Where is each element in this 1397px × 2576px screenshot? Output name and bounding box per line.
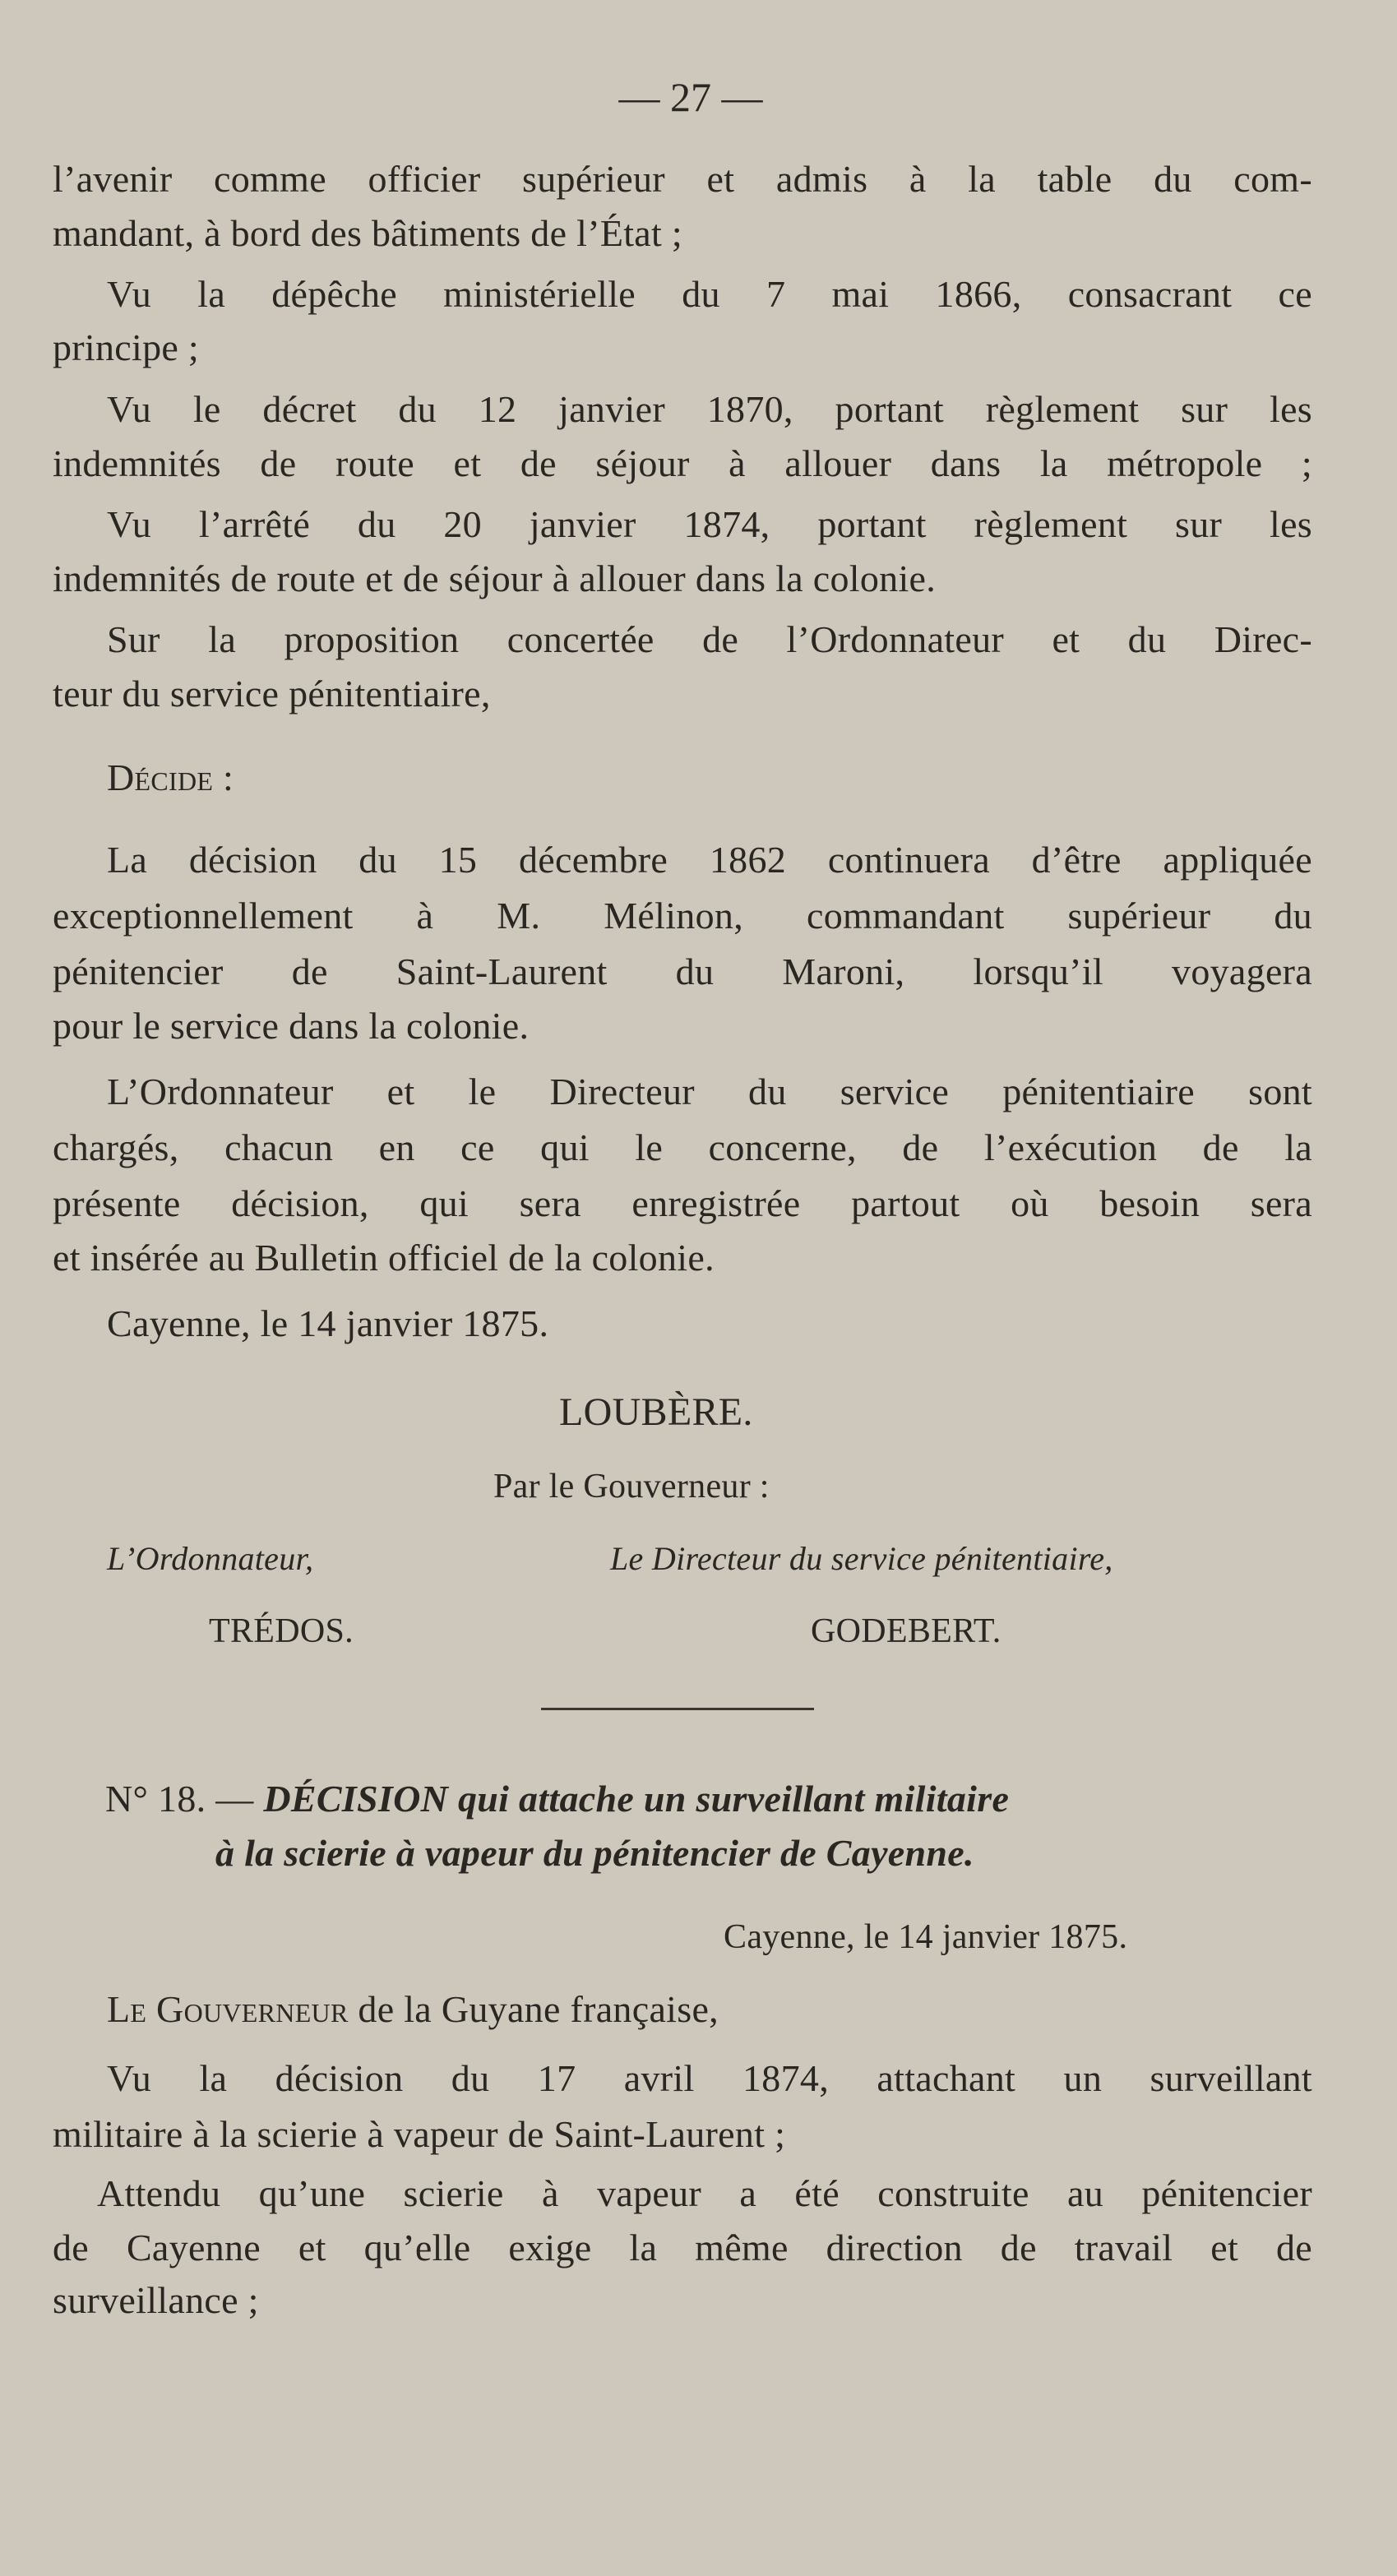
decision-heading [105,1776,1009,1822]
text-line: Vu le décret du 12 janvier 1870, portant règlement sur les [107,388,1312,430]
governor-signature: LOUBÈRE. [559,1390,753,1434]
text-line: et insérée au Bulletin officiel de la colonie. [53,1237,715,1279]
directeur-title: Le Directeur du service pénitentiaire, [610,1540,1113,1577]
text-line: présente décision, qui sera enregistrée partout où besoin sera [53,1182,1312,1224]
text-line: l’avenir comme officier supérieur et admis à la table du com- [53,158,1312,200]
text-line: de Cayenne et qu’elle exige la même direction de travail et de [53,2227,1312,2268]
decision-word: DÉCISION [263,1778,449,1820]
text-line: Vu la dépêche ministérielle du 7 mai 1866, consacrant ce [107,273,1312,315]
governor-line [107,1986,719,2033]
text-line: indemnités de route et de séjour à allouer dans la colonie. [53,557,937,599]
text-line: indemnités de route et de séjour à allouer dans la métropole ; [53,442,1312,484]
governor-caps: Le Gouverneur [107,1988,349,2030]
by-governor-line: Par le Gouverneur : [493,1468,770,1505]
text-line: Vu la décision du 17 avril 1874, attachant un surveillant [107,2057,1312,2099]
text-line: Vu l’arrêté du 20 janvier 1874, portant règlement sur les [107,503,1312,545]
ordonnateur-name: TRÉDOS. [209,1612,354,1650]
text-line: Attendu qu’une scierie à vapeur a été construite au pénitencier [97,2172,1312,2214]
page-number: — 27 — [618,74,763,120]
text-line: La décision du 15 décembre 1862 continuera d’être appliquée [107,839,1312,881]
section-divider [541,1708,814,1710]
decision-number: N° 18. — [105,1778,254,1820]
text-line: principe ; [53,326,199,368]
text-line: chargés, chacun en ce qui le concerne, de l’exécution de la [53,1126,1312,1168]
text-line: L’Ordonnateur et le Directeur du service pénitentiaire sont [107,1071,1312,1112]
text-line: militaire à la scierie à vapeur de Saint-Laurent ; [53,2113,786,2155]
decision-title: qui attache un surveillant militaire [457,1778,1010,1820]
governor-rest: de la Guyane française, [358,1988,719,2030]
decision-title-line2: à la scierie à vapeur du pénitencier de Cayenne. [215,1832,974,1874]
ordonnateur-title: L’Ordonnateur, [107,1540,314,1577]
text-line: pour le service dans la colonie. [53,1005,530,1047]
text-line: teur du service pénitentiaire, [53,673,491,715]
text-line: surveillance ; [53,2279,259,2321]
text-line: Sur la proposition concertée de l’Ordonnateur et du Direc- [107,618,1312,660]
text-line: mandant, à bord des bâtiments de l’État ; [53,212,682,254]
decide-heading: Décide : [107,756,234,798]
date-line: Cayenne, le 14 janvier 1875. [107,1302,549,1344]
text-line: exceptionnellement à M. Mélinon, commandant supérieur du [53,895,1312,937]
text-line: pénitencier de Saint-Laurent du Maroni, lorsqu’il voyagera [53,950,1312,992]
decision-dateline: Cayenne, le 14 janvier 1875. [724,1918,1128,1956]
directeur-name: GODEBERT. [811,1612,1001,1650]
